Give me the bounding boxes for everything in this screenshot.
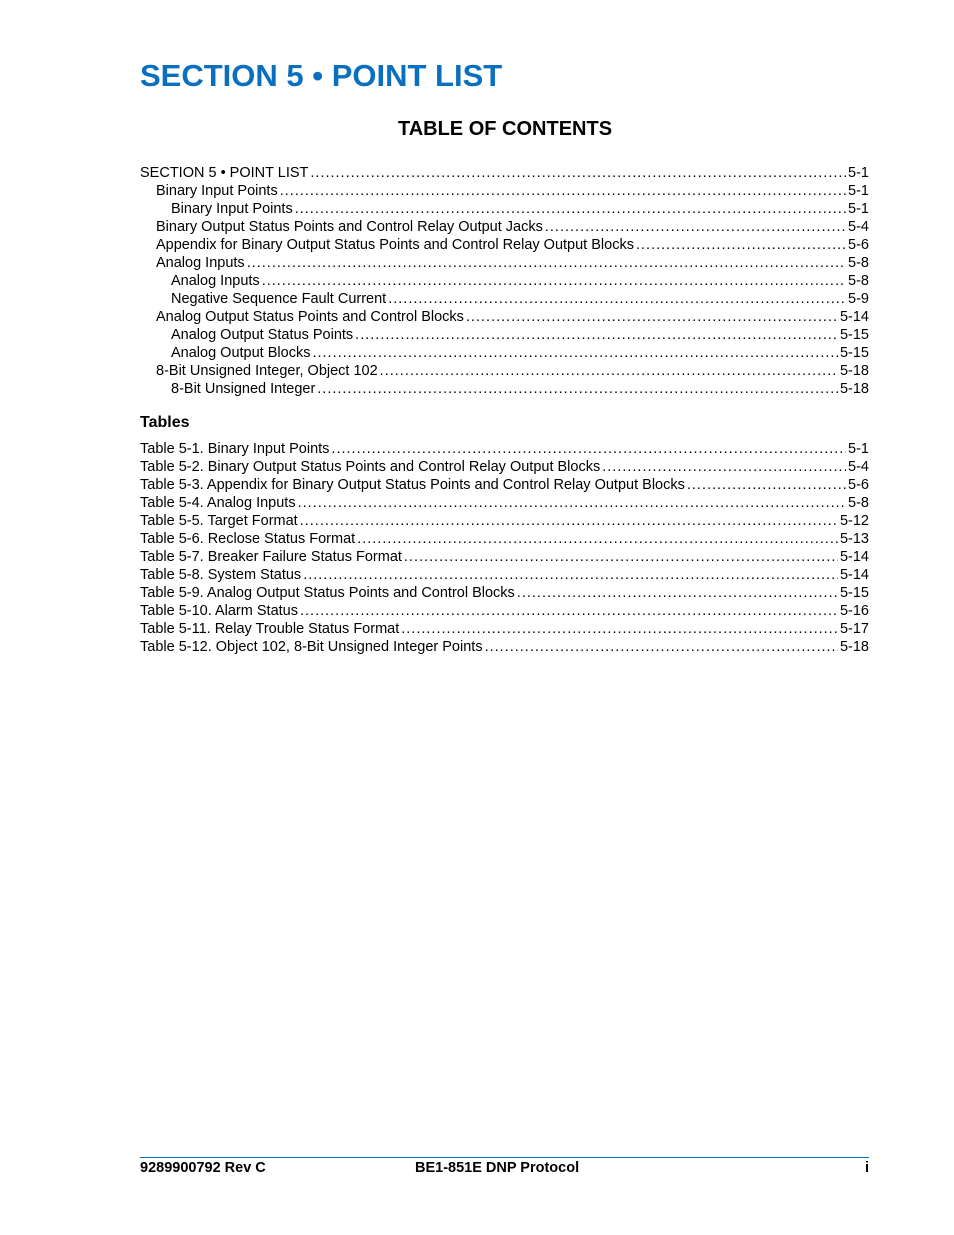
table-entry[interactable] [140,512,869,530]
table-entry-page: 5-16 [839,603,869,619]
dot-leader [280,182,846,200]
toc-entry-text: Analog Output Status Points and Control Blocks [156,309,464,325]
table-entry[interactable] [140,620,869,638]
toc-entry-page: 5-18 [839,381,869,397]
footer-doc-title: BE1-851E DNP Protocol [415,1160,580,1176]
toc-entry[interactable] [140,326,869,344]
table-entry[interactable] [140,440,869,458]
toc-title: TABLE OF CONTENTS [397,118,613,140]
toc-entry[interactable] [140,308,869,326]
table-entry[interactable] [140,494,869,512]
table-entry-page: 5-8 [848,495,869,511]
table-entry-page: 5-18 [839,639,869,655]
table-entry[interactable] [140,638,869,656]
table-entry-page: 5-4 [848,459,869,475]
dot-leader [687,476,846,494]
table-entry-page: 5-15 [839,585,869,601]
toc-entry-page: 5-18 [839,363,869,379]
toc-entry-text: Appendix for Binary Output Status Points and Control Relay Output Blocks [156,237,634,253]
toc-entry-text: Analog Output Status Points [171,327,354,343]
toc-entry-text: 8-Bit Unsigned Integer [171,381,316,397]
dot-leader [298,494,846,512]
table-entry-text: Table 5-7. Breaker Failure Status Format [140,549,402,565]
dot-leader [404,548,838,566]
dot-leader [312,344,838,362]
table-entry-page: 5-1 [848,441,869,457]
table-entry[interactable] [140,476,869,494]
toc-entry-page: 5-9 [848,291,869,307]
toc-entry-page: 5-15 [839,345,869,361]
toc-entry-text: Analog Inputs [171,273,260,289]
toc-entry[interactable] [140,380,869,398]
table-entry-text: Table 5-12. Object 102, 8-Bit Unsigned Integer Points [140,639,483,655]
toc-entry-text: Analog Inputs [156,255,245,271]
dot-leader [636,236,846,254]
table-entry-text: Table 5-1. Binary Input Points [140,441,330,457]
tables-list [140,440,869,656]
toc-entry[interactable] [140,182,869,200]
toc-entry[interactable] [140,218,869,236]
table-entry-text: Table 5-5. Target Format [140,513,298,529]
toc-entry-page: 5-6 [848,237,869,253]
table-entry-page: 5-12 [839,513,869,529]
toc-entry-text: Binary Input Points [171,201,293,217]
toc-entry[interactable] [140,164,869,182]
section-title: SECTION 5 • POINT LIST [140,58,503,93]
dot-leader [466,308,838,326]
toc-entry[interactable] [140,254,869,272]
table-entry-text: Table 5-10. Alarm Status [140,603,298,619]
table-entry-page: 5-6 [848,477,869,493]
table-entry-text: Table 5-6. Reclose Status Format [140,531,356,547]
toc-entry[interactable] [140,200,869,218]
table-entry-text: Table 5-11. Relay Trouble Status Format [140,621,400,637]
table-entry[interactable] [140,548,869,566]
table-entry-page: 5-13 [839,531,869,547]
toc-entry[interactable] [140,272,869,290]
dot-leader [300,602,838,620]
toc-entry-text: Negative Sequence Fault Current [171,291,387,307]
toc-entry[interactable] [140,290,869,308]
table-entry-page: 5-14 [839,567,869,583]
dot-leader [355,326,838,344]
toc-entry-page: 5-1 [848,201,869,217]
table-entry[interactable] [140,458,869,476]
footer-doc-number: 9289900792 Rev C [140,1160,266,1176]
toc-entry-text: SECTION 5 • POINT LIST [140,165,309,181]
dot-leader [310,164,846,182]
dot-leader [545,218,846,236]
dot-leader [517,584,838,602]
table-entry-page: 5-17 [839,621,869,637]
toc-entry-text: Binary Input Points [156,183,278,199]
footer-page-number: i [864,1160,869,1176]
dot-leader [247,254,846,272]
dot-leader [331,440,846,458]
table-entry[interactable] [140,530,869,548]
dot-leader [317,380,838,398]
table-entry-text: Table 5-3. Appendix for Binary Output Status Points and Control Relay Output Blocks [140,477,685,493]
dot-leader [300,512,838,530]
toc-entry-page: 5-15 [839,327,869,343]
toc-entry-text: Binary Output Status Points and Control Relay Output Jacks [156,219,543,235]
tables-heading: Tables [140,414,190,431]
toc-entry-text: 8-Bit Unsigned Integer, Object 102 [156,363,378,379]
dot-leader [295,200,846,218]
toc-entry-page: 5-14 [839,309,869,325]
toc-entry-page: 5-1 [848,165,869,181]
table-entry[interactable] [140,566,869,584]
table-entry-text: Table 5-8. System Status [140,567,302,583]
toc-entry[interactable] [140,236,869,254]
page-footer [140,1160,869,1176]
table-entry[interactable] [140,602,869,620]
dot-leader [380,362,838,380]
dot-leader [602,458,846,476]
table-entry[interactable] [140,584,869,602]
dot-leader [485,638,838,656]
toc-list [140,164,869,398]
dot-leader [303,566,838,584]
table-entry-page: 5-14 [839,549,869,565]
toc-entry-text: Analog Output Blocks [171,345,311,361]
table-entry-text: Table 5-4. Analog Inputs [140,495,296,511]
toc-entry[interactable] [140,344,869,362]
dot-leader [357,530,838,548]
toc-entry[interactable] [140,362,869,380]
dot-leader [262,272,846,290]
toc-entry-page: 5-8 [848,255,869,271]
table-entry-text: Table 5-9. Analog Output Status Points and Control Blocks [140,585,515,601]
footer-rule [140,1157,869,1158]
table-entry-text: Table 5-2. Binary Output Status Points and Control Relay Output Blocks [140,459,601,475]
toc-entry-page: 5-8 [848,273,869,289]
dot-leader [388,290,846,308]
dot-leader [401,620,838,638]
toc-entry-page: 5-4 [848,219,869,235]
toc-entry-page: 5-1 [848,183,869,199]
